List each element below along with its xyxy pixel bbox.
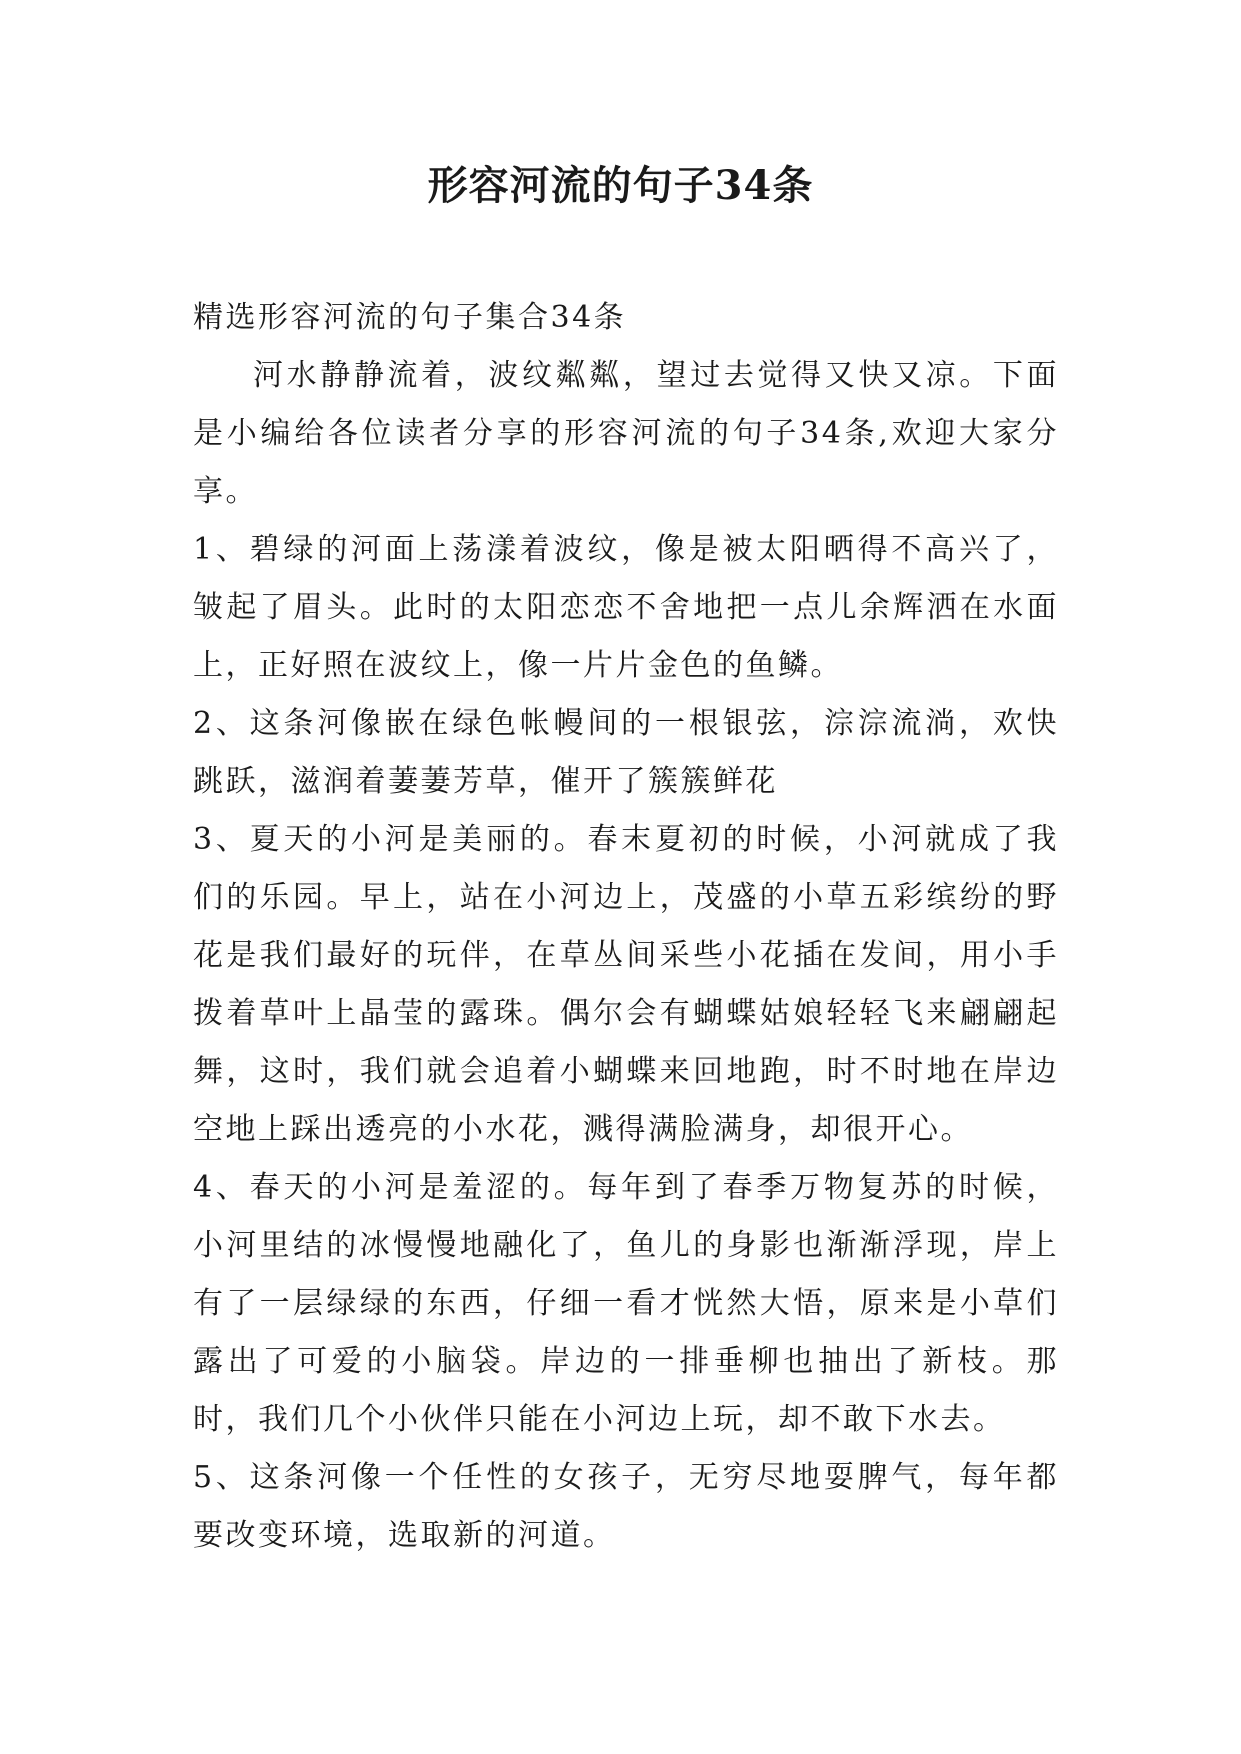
list-item-4: 4、春天的小河是羞涩的。每年到了春季万物复苏的时候，小河里结的冰慢慢地融化了，鱼儿的身影也渐渐浮现，岸上有了一层绿绿的东西，仔细一看才恍然大悟，原来是小草们露出了可爱的小脑袋。岸边的一排垂柳也抽出了新枝。那时，我们几个小伙伴只能在小河边上玩，却不敢下水去。 — [193, 1170, 1059, 1437]
list-item-5: 5、这条河像一个任性的女孩子，无穷尽地耍脾气，每年都要改变环境，选取新的河道。 — [193, 1460, 1059, 1553]
list-item-1: 1、碧绿的河面上荡漾着波纹，像是被太阳晒得不高兴了，皱起了眉头。此时的太阳恋恋不舍地把一点儿余辉洒在水面上，正好照在波纹上，像一片片金色的鱼鳞。 — [193, 532, 1059, 683]
document-subtitle: 精选形容河流的句子集合34条 — [193, 300, 627, 335]
intro-paragraph: 河水静静流着，波纹粼粼，望过去觉得又快又凉。下面是小编给各位读者分享的形容河流的句子34条,欢迎大家分享。 — [193, 358, 1059, 509]
list-item-3: 3、夏天的小河是美丽的。春末夏初的时候，小河就成了我们的乐园。早上，站在小河边上，茂盛的小草五彩缤纷的野花是我们最好的玩伴，在草丛间采些小花插在发间，用小手拨着草叶上晶莹的露珠。偶尔会有蝴蝶姑娘轻轻飞来翩翩起舞，这时，我们就会追着小蝴蝶来回地跑，时不时地在岸边空地上踩出透亮的小水花，溅得满脸满身，却很开心。 — [193, 822, 1059, 1147]
list-item-2: 2、这条河像嵌在绿色帐幔间的一根银弦，淙淙流淌，欢快跳跃，滋润着萋萋芳草，催开了簇簇鲜花 — [193, 706, 1059, 799]
document-title: 形容河流的句子34条 — [427, 162, 814, 209]
document-body — [193, 289, 1059, 1565]
